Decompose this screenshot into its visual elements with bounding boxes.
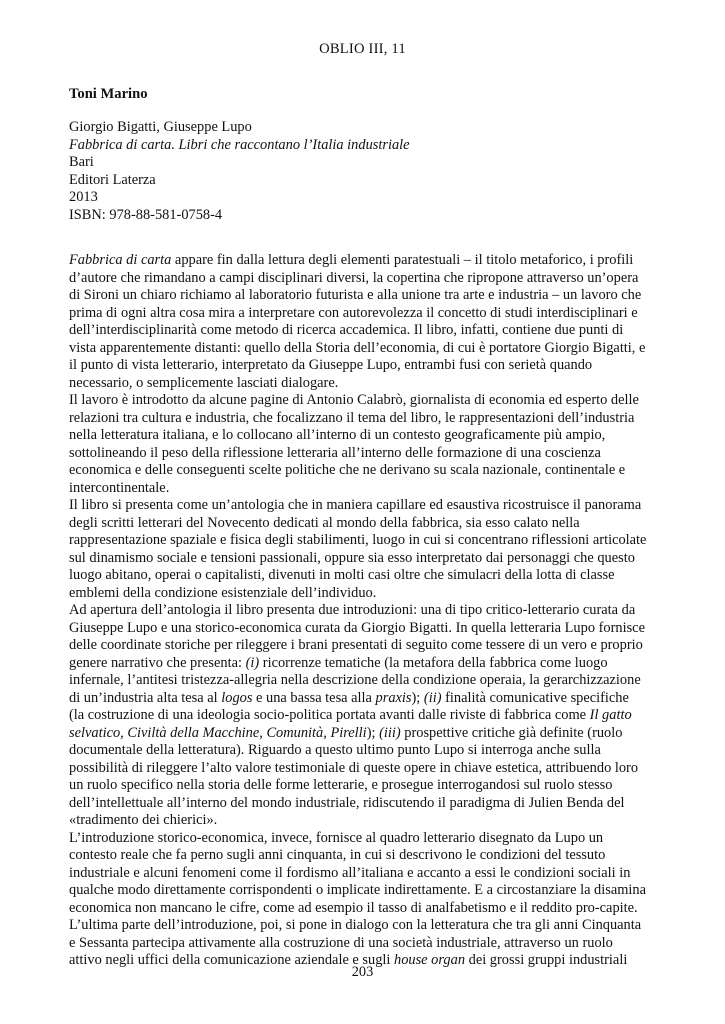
text-run: infernale, l’antitesi tristezza-allegria nella descrizione della condizione operaia, la gerarchizzazione: [69, 672, 641, 688]
text-run: possibilità di rileggere l’alto valore testimoniale di queste opere in chiave estetica, attribuendo loro: [69, 759, 639, 776]
text-run: sul dinamismo sociale e tensioni passionali, oppure sia esso interpretato dai personaggi che questo: [69, 549, 635, 566]
italic-run: Fabbrica di carta: [69, 252, 172, 268]
publication-year: 2013: [69, 189, 98, 206]
text-line: [69, 445, 656, 463]
text-run: dell’interdisciplinarità come metodo di ricerca accademica. Il libro, infatti, contiene due punti di: [69, 322, 624, 338]
text-line: [69, 620, 656, 638]
text-line: [69, 550, 656, 568]
text-run: relazioni tra cultura e industria, che focalizzano il tema del libro, le rappresentazioni dell’industria: [69, 409, 635, 426]
text-run: finalità comunicative specifiche: [441, 689, 629, 706]
text-run: prospettive critiche già definite (ruolo: [400, 724, 623, 741]
running-head: OBLIO III, 11: [319, 41, 406, 57]
text-line: [69, 480, 656, 498]
text-line: [69, 882, 656, 900]
text-run: intercontinentale.: [69, 479, 170, 496]
text-run: Ad apertura dell’antologia il libro presenta due introduzioni: una di tipo critico-letterario curata da: [69, 602, 636, 618]
text-line: [69, 935, 656, 953]
text-line: [69, 270, 656, 288]
review-body: [69, 252, 656, 970]
text-line: [69, 900, 656, 918]
italic-run: praxis: [375, 689, 412, 706]
text-line: [69, 690, 656, 708]
text-run: ,: [323, 724, 331, 741]
text-run: rappresentazione spaziale e fisica degli stabilimenti, luogo in cui si concentrano riflessioni articolate: [69, 532, 647, 548]
text-line: [69, 655, 656, 673]
text-run: );: [366, 724, 380, 741]
text-line: [69, 462, 656, 480]
text-line: [69, 777, 656, 795]
text-run: Il lavoro è introdotto da alcune pagine di Antonio Calabrò, giornalista di economia ed esperto delle: [69, 392, 639, 408]
text-run: attivo negli uffici della comunicazione aziendale e sugli: [69, 952, 394, 968]
text-run: economica e delle conseguenti scelte politiche che ne derivano su scala nazionale, continentale e: [69, 462, 626, 478]
book-title: Fabbrica di carta. Libri che raccontano l’Italia industriale: [69, 136, 410, 153]
text-run: e Sessanta partecipa attivamente alla costruzione di una società industriale, attraverso un ruolo: [69, 934, 613, 951]
text-run: L’introduzione storico-economica, invece, fornisce al quadro letterario disegnato da Lupo un: [69, 829, 604, 846]
text-run: documentale della letteratura). Riguardo a questo ultimo punto Lupo si interroga anche sulla: [69, 742, 601, 758]
text-line: [69, 795, 656, 813]
text-line: [69, 252, 656, 270]
publisher: Editori Laterza: [69, 171, 156, 188]
text-run: di un’industria alta tesa al: [69, 689, 222, 706]
bibliographic-entry: [69, 119, 410, 225]
text-line: [69, 742, 656, 760]
text-run: Giuseppe Lupo e una storico-economica curata da Giorgio Bigatti. In quella letteraria Lupo fornisce: [69, 619, 645, 636]
text-run: luogo abitano, operai o capitalisti, divenuti in molti casi oltre che simulacri della lotta di classe: [69, 567, 615, 583]
text-line: [69, 357, 656, 375]
text-run: industriale e alcuni fenomeni come il fordismo all’italiana e accanto a essi le condizioni sociali in: [69, 864, 631, 881]
text-line: [69, 322, 656, 340]
text-run: sottolineando il peso della riflessione letteraria all’interno delle formazione di una coscienza: [69, 444, 601, 461]
italic-run: Comunità: [266, 724, 324, 741]
text-line: [69, 392, 656, 410]
italic-run: (ii): [423, 689, 442, 706]
text-line: [69, 287, 656, 305]
text-run: emblemi della condizione esistenziale dell’individuo.: [69, 584, 377, 601]
text-run: dell’intellettuale all’interno del mondo industriale, ridiscutendo il paradigma di Julien Benda del: [69, 794, 625, 811]
text-run: di Sironi un chiaro richiamo al laboratorio futurista e alla unione tra arte e industria – un lavoro che: [69, 287, 642, 303]
text-line: [69, 637, 656, 655]
italic-run: (i): [245, 654, 260, 671]
italic-run: house organ: [394, 952, 466, 968]
isbn: ISBN: 978-88-581-0758-4: [69, 206, 223, 223]
publication-city: Bari: [69, 154, 94, 171]
text-run: necessario, o semplicemente lasciati dialogare.: [69, 374, 339, 391]
text-run: dei grossi gruppi industriali: [465, 952, 628, 968]
text-run: ,: [120, 724, 128, 741]
italic-run: selvatico: [69, 724, 121, 741]
page-number: 203: [351, 964, 374, 980]
text-line: [69, 847, 656, 865]
text-run: d’autore che rimandano a campi disciplinari diversi, la copertina che ripropone attraverso un’opera: [69, 269, 639, 286]
text-run: e una bassa tesa alla: [252, 689, 376, 706]
text-run: «tradimento dei chierici».: [69, 812, 218, 828]
text-run: appare fin dalla lettura degli elementi paratestuali – il titolo metaforico, i profili: [171, 252, 634, 268]
text-run: contesto reale che fa perno sugli anni cinquanta, in cui si descrivono le condizioni del tessuto: [69, 847, 606, 863]
book-authors: Giorgio Bigatti, Giuseppe Lupo: [69, 119, 252, 135]
text-run: Il libro si presenta come un’antologia che in maniera capillare ed esaustiva ricostruisce il panorama: [69, 497, 642, 513]
text-line: [69, 917, 656, 935]
text-line: [69, 410, 656, 428]
text-run: economica non mancano le cifre, come ad esempio il tasso di analfabetismo e il reddito pro-capite.: [69, 899, 638, 916]
text-line: [69, 585, 656, 603]
text-line: [69, 707, 656, 725]
text-line: [69, 305, 656, 323]
text-run: un ruolo specifico nella storia delle forme letterarie, e prosegue interrogandosi sul ruolo stesso: [69, 777, 613, 793]
text-run: qualche modo direttamente corrispondenti o implicate indirettamente. E a circostanziare la disamina: [69, 882, 647, 898]
text-run: ricorrenze tematiche (la metafora della fabbrica come luogo: [259, 654, 608, 671]
text-run: );: [411, 689, 424, 706]
italic-run: Pirelli: [330, 724, 367, 741]
text-line: [69, 497, 656, 515]
italic-run: Il gatto: [589, 707, 632, 723]
text-run: genere narrativo che presenta:: [69, 654, 246, 671]
text-line: [69, 567, 656, 585]
text-run: vista apparentemente distanti: quello della Storia dell’economia, di cui è portatore Giorgio Bigatti, e: [69, 339, 646, 356]
text-run: degli scritti letterari del Novecento dedicati al mondo della fabbrica, sia esso calato nella: [69, 514, 580, 531]
text-line: [69, 375, 656, 393]
text-run: nella letteratura italiana, e lo collocano all’interno di un contesto geograficamente più ampio,: [69, 427, 606, 443]
text-line: [69, 812, 656, 830]
text-run: (la costruzione di una ideologia socio-politica portata avanti dalle riviste di fabbrica come: [69, 707, 590, 723]
review-author: Toni Marino: [69, 86, 148, 102]
italic-run: Civiltà della Macchine: [127, 724, 260, 741]
italic-run: (iii): [379, 724, 401, 741]
text-line: [69, 725, 656, 743]
text-line: [69, 515, 656, 533]
text-line: [69, 340, 656, 358]
text-run: delle coordinate storiche per rileggere i brani presentati di seguito come tessere di un vero e proprio: [69, 637, 643, 653]
text-run: L’ultima parte dell’introduzione, poi, si pone in dialogo con la letteratura che tra gli anni Cinquanta: [69, 917, 642, 933]
italic-run: logos: [221, 689, 253, 706]
text-line: [69, 602, 656, 620]
text-line: [69, 427, 656, 445]
text-line: [69, 760, 656, 778]
text-line: [69, 865, 656, 883]
text-line: [69, 532, 656, 550]
text-line: [69, 672, 656, 690]
text-run: ,: [259, 724, 267, 741]
text-run: prima di ogni altra cosa mira a interpretare con autorevolezza il concetto di studi interdisciplinari e: [69, 304, 638, 321]
text-line: [69, 830, 656, 848]
text-run: il punto di vista letterario, interpretato da Giuseppe Lupo, entrambi fusi con serietà quando: [69, 357, 593, 373]
